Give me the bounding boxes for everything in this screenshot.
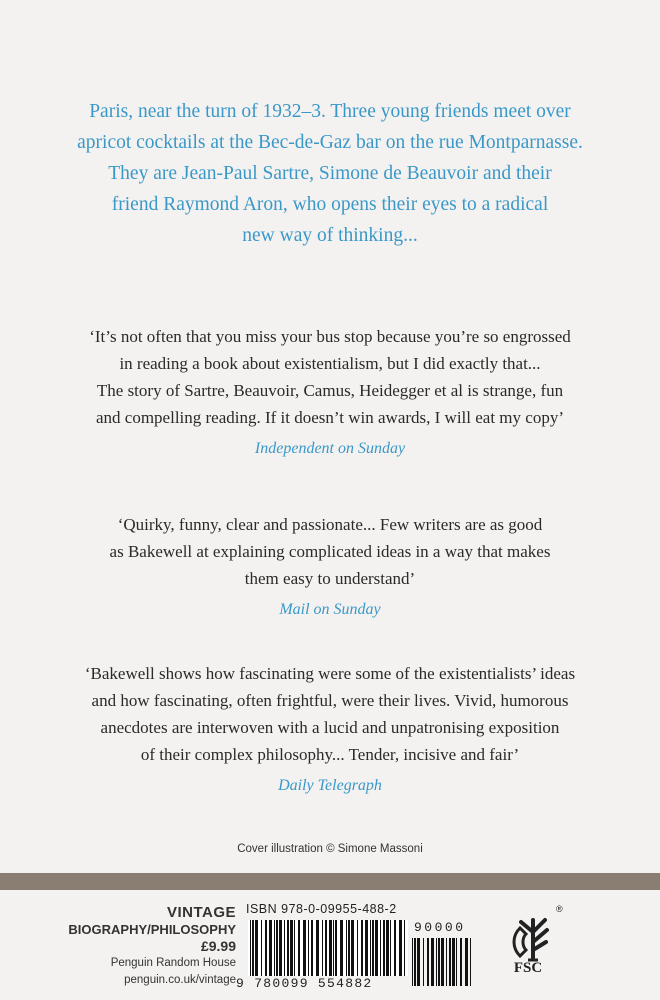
barcode-bar [357, 920, 358, 976]
barcode-bar [261, 920, 262, 976]
barcode-bar [322, 920, 323, 976]
blurb-line: new way of thinking... [242, 225, 418, 246]
barcode-digits: 9 780099 554882 [236, 976, 373, 991]
barcode-bar [351, 920, 354, 976]
barcode-bar [284, 920, 285, 976]
category-label: BIOGRAPHY/PHILOSOPHY [68, 922, 236, 937]
review-line: and compelling reading. If it doesn’t win awards, I will eat my copy’ [95, 408, 564, 427]
barcode-bar [372, 920, 374, 976]
isbn-label: ISBN 978-0-09955-488-2 [246, 902, 397, 916]
barcode-bar [431, 938, 434, 986]
barcode-bar [436, 938, 437, 986]
publisher-url: penguin.co.uk/vintage [124, 974, 236, 986]
barcode-bar [279, 920, 282, 976]
barcode-bar [308, 920, 309, 976]
barcode-bar [383, 920, 385, 976]
barcode-bar [449, 938, 451, 986]
review-quote [60, 660, 600, 799]
barcode-bar [252, 920, 254, 976]
barcode-bar [390, 920, 391, 976]
barcode-bar [335, 920, 337, 976]
barcode-bar [294, 920, 295, 976]
barcode-bar [460, 938, 462, 986]
barcode-bar [417, 938, 420, 986]
review-source: Independent on Sunday [254, 440, 406, 457]
barcode-bar [380, 920, 381, 976]
review-source: Daily Telegraph [278, 777, 382, 794]
review-source: Mail on Sunday [279, 601, 381, 618]
barcode-bar [399, 920, 402, 976]
barcode-bar [441, 938, 444, 986]
barcode-bar [274, 920, 275, 976]
barcode-bar [452, 938, 455, 986]
review-line: ‘Quirky, funny, clear and passionate... Few writers are as good [117, 515, 543, 534]
barcode-bar [316, 920, 319, 976]
barcode-bar [394, 920, 396, 976]
footer [0, 890, 660, 1000]
barcode-bar [325, 920, 327, 976]
barcode-bar [340, 920, 343, 976]
review-line: The story of Sartre, Beauvoir, Camus, Heidegger et al is strange, fun [96, 381, 564, 400]
review-line: in reading a book about existentialism, but I did exactly that... [119, 354, 541, 373]
barcode-bar [470, 938, 471, 986]
barcode-bar [290, 920, 293, 976]
barcode-bar [250, 920, 251, 976]
publisher-name: VINTAGE [166, 904, 236, 921]
publisher-group: Penguin Random House [110, 957, 236, 969]
barcode-bar [276, 920, 278, 976]
barcode-bar [386, 920, 389, 976]
barcode-bar [370, 920, 371, 976]
review-quote [60, 511, 600, 623]
cover-credit: Cover illustration © Simone Massoni [237, 843, 423, 855]
barcode-bar [438, 938, 440, 986]
review-line: of their complex philosophy... Tender, incisive and fair’ [140, 745, 520, 764]
barcode-bar [333, 920, 334, 976]
blurb-line: They are Jean-Paul Sartre, Simone de Beauvoir and their [108, 163, 552, 184]
barcode-bar [361, 920, 363, 976]
barcode-bar [375, 920, 378, 976]
barcode-bar [269, 920, 272, 976]
review-line: them easy to understand’ [244, 569, 416, 588]
blurb-line: friend Raymond Aron, who opens their eyes to a radical [111, 194, 549, 215]
barcode-bar [456, 938, 457, 986]
barcode-bar [265, 920, 267, 976]
fsc-label: FSC [513, 960, 543, 976]
registered-mark: ® [556, 904, 563, 914]
barcode-bar [365, 920, 368, 976]
review-line: and how fascinating, often frightful, were their lives. Vivid, humorous [91, 691, 569, 710]
review-line: anecdotes are interwoven with a lucid and unpatronising exposition [100, 718, 560, 737]
barcode-bar [348, 920, 350, 976]
barcode-bar [427, 938, 429, 986]
review-quote [60, 323, 600, 462]
addon-digits: 90000 [414, 920, 466, 935]
barcode-bar [255, 920, 258, 976]
barcode-bar [287, 920, 289, 976]
blurb-line: apricot cocktails at the Bec-de-Gaz bar on the rue Montparnasse. [77, 132, 583, 153]
review-line: ‘Bakewell shows how fascinating were some of the existentialists’ ideas [84, 664, 576, 683]
barcode-bar [311, 920, 313, 976]
barcode-bar [412, 938, 413, 986]
blurb [40, 96, 620, 251]
divider-band [0, 873, 660, 890]
barcode-icon [248, 920, 408, 976]
barcode-bar [298, 920, 300, 976]
barcode-bar [346, 920, 347, 976]
barcode-bar [423, 938, 424, 986]
price: £9.99 [200, 938, 236, 954]
barcode-bar [465, 938, 468, 986]
review-line: as Bakewell at explaining complicated ideas in a way that makes [109, 542, 551, 561]
barcode-bar [303, 920, 306, 976]
barcode-bar [446, 938, 447, 986]
barcode-bar [414, 938, 416, 986]
barcode-bar [329, 920, 332, 976]
barcode-bar [404, 920, 405, 976]
imprint [68, 904, 236, 989]
blurb-line: Paris, near the turn of 1932–3. Three young friends meet over [89, 101, 571, 122]
review-line: ‘It’s not often that you miss your bus stop because you’re so engrossed [89, 327, 571, 346]
